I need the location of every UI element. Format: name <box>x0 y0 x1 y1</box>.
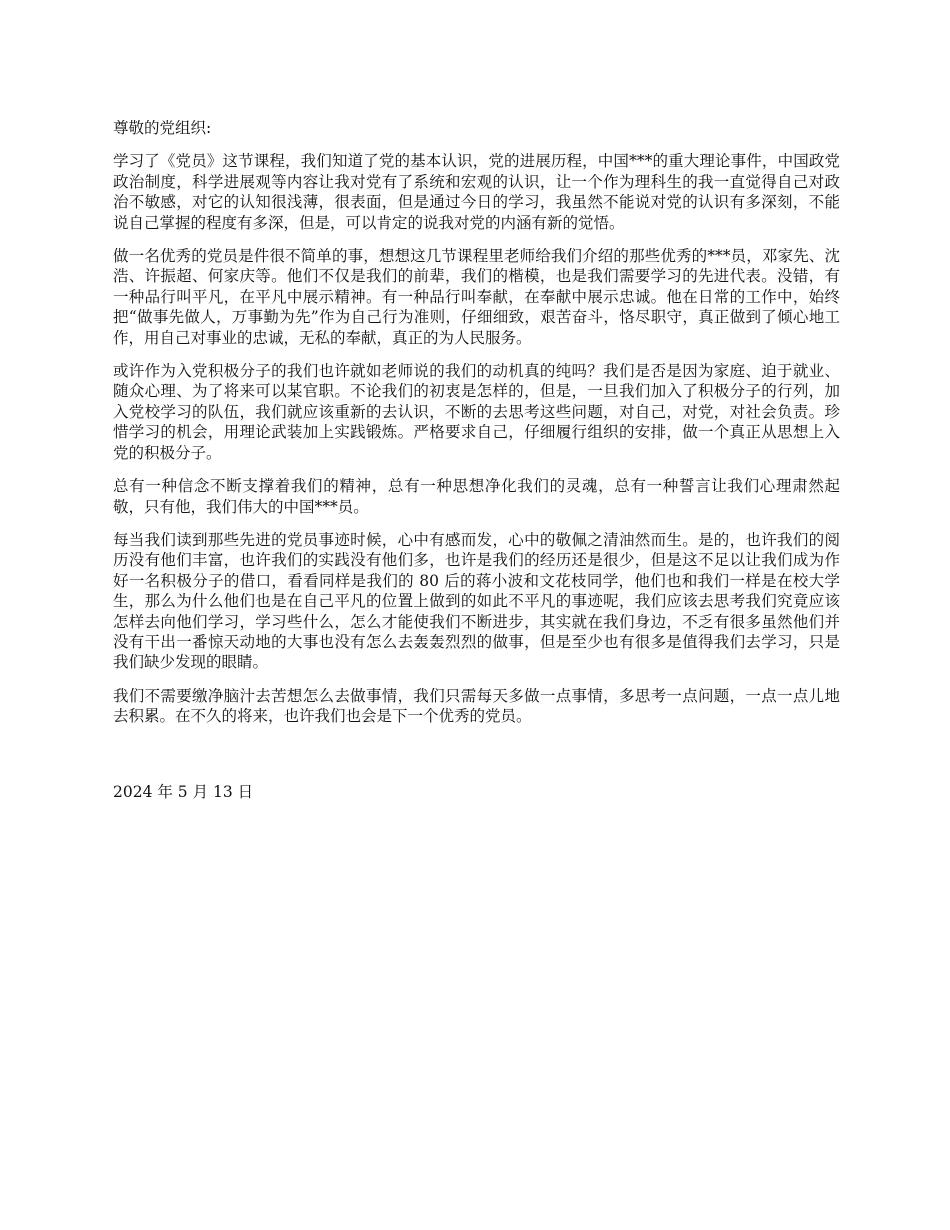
paragraph-6: 我们不需要缴净脑汁去苦想怎么去做事情，我们只需每天多做一点事情，多思考一点问题，一点一点儿地去积累。在不久的将来，也许我们也会是下一个优秀的党员。 <box>113 686 840 726</box>
letter-date: 2024 年 5 月 13 日 <box>113 782 254 801</box>
paragraph-5: 每当我们读到那些先进的党员事迹时候，心中有感而发，心中的敬佩之清油然而生。是的，也许我们的阅历没有他们丰富，也许我们的实践没有他们多，也许是我们的经历还是很少，但是这不足以让我们成为作好一名积极分子的借口，看看同样是我们的 80 后的蒋小波和文花枝同学，他们也和我们一样是在校大学生，那么为什么他们也是在自己平凡的位置上做到的如此不平凡的事迹呢，我们应该去思考我们究竟应该怎样去向他们学习，学习些什么，怎么才能使我们不断进步，其实就在我们身边，不乏有很多虽然他们并没有干出一番惊天动地的大事也没有怎么去轰轰烈烈的做事，但是至少也有很多是值得我们去学习，只是我们缺少发现的眼睛。 <box>113 530 840 672</box>
salutation: 尊敬的党组织: <box>113 119 212 137</box>
paragraph-3: 或许作为入党积极分子的我们也许就如老师说的我们的动机真的纯吗？我们是否是因为家庭、迫于就业、随众心理、为了将来可以某官职。不论我们的初衷是怎样的，但是，一旦我们加入了积极分子的行列，加入党校学习的队伍，我们就应该重新的去认识，不断的去思考这些问题，对自己，对党，对社会负责。珍惜学习的机会，用理论武装加上实践锻炼。严格要求自己，仔细履行组织的安排，做一个真正从思想上入党的积极分子。 <box>113 362 840 462</box>
paragraph-4: 总有一种信念不断支撑着我们的精神，总有一种思想净化我们的灵魂，总有一种誓言让我们心理肃然起敬，只有他，我们伟大的中国***员。 <box>113 477 840 516</box>
paragraph-2: 做一名优秀的党员是件很不简单的事，想想这几节课程里老师给我们介绍的那些优秀的***员，邓家先、沈浩、许振超、何家庆等。他们不仅是我们的前辈，我们的楷模，也是我们需要学习的先进代表。没错，有一种品行叫平凡，在平凡中展示精神。有一种品行叫奉献，在奉献中展示忠诚。他在日常的工作中，始终把“做事先做人，万事勤为先”作为自己行为准则，仔细细致，艰苦奋斗，恪尽职守，真正做到了倾心地工作，用自己对事业的忠诚，无私的奉献，真正的为人民服务。 <box>113 247 840 347</box>
paragraph-1: 学习了《党员》这节课程，我们知道了党的基本认识，党的进展历程，中国***的重大理论事件，中国政党政治制度，科学进展观等内容让我对党有了系统和宏观的认识，让一个作为理科生的我一直觉得自己对政治不敏感，对它的认知很浅薄，很表面，但是通过今日的学习，我虽然不能说对党的认识有多深刻，不能说自己掌握的程度有多深，但是，可以肯定的说我对党的内涵有新的觉悟。 <box>113 152 840 232</box>
letter-body <box>113 118 840 802</box>
